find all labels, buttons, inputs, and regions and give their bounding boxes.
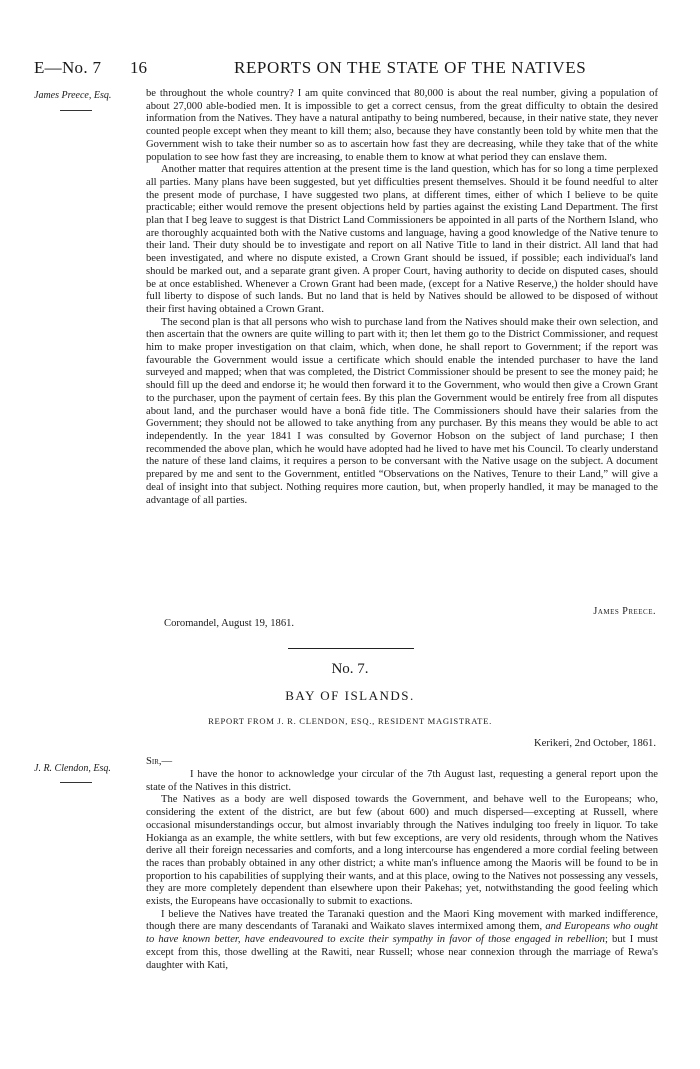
paragraph: be throughout the whole country? I am quite convinced that 80,000 is about the real number, giving a population of about 27,000 able-bodied men. It is impossible to get a correct census, from the great difficulty to obtain the desired information from the Natives. They have a natural antipathy to being numbered, because, in their native state, they never counted people except when they meant to kill them; also, because they have constantly been told by white men that the Government wish to take their number so as to ascertain how fast they are decreasing, while they take that of the white population to see how fast they are increasing, to enable them to know at what period they can enslave them.: [146, 88, 658, 163]
margin-rule: [60, 782, 92, 783]
paragraph: [146, 909, 658, 973]
dateline-preece: Coromandel, August 19, 1861.: [164, 618, 295, 629]
running-title: REPORTS ON THE STATE OF THE NATIVES: [234, 58, 587, 77]
page-number: 16: [130, 58, 147, 77]
paragraph: The Natives as a body are well disposed towards the Government, and behave well to the Europeans; who, considering the extent of the district, are but few (about 600) and much dispersed—excepting at Russell, where occasional misunderstandings occur, but almost invariably through the Natives indulging too freely in liquor. To take Hokianga as an example, the white settlers, with but few exceptions, are very old residents, through whom the Natives derive all their foreign necessaries and comforts, and a long intercourse has engendered a more cordial feeling between the races than probably obtained in any other district; a white man's influence among the Maoris will be found to be in proportion to his capabilities of supplying their wants, and at this place, owing to the Natives not possessing any vessels, they are more completely dependent than elsewhere upon their Pakehas; yet, notwithstanding the good feeling which exists, the Europeans have occasionally to submit to exactions.: [146, 794, 658, 908]
salutation: Sir,—: [146, 756, 173, 767]
margin-note-preece: James Preece, Esq.: [34, 90, 112, 101]
margin-note-clendon: J. R. Clendon, Esq.: [34, 763, 111, 774]
section-separator: [288, 648, 414, 649]
report-heading: REPORT FROM J. R. CLENDON, ESQ., RESIDENT MAGISTRATE.: [208, 716, 492, 726]
signature-preece: James Preece.: [593, 606, 656, 617]
paragraph: Another matter that requires attention at the present time is the land question, which has for so long a time perplexed all parties. Many plans have been suggested, but yet difficulties present themselves. Should it be found needful to alter the present mode of purchase, I have suggested two plans, at different times, either of which I believe to be quite practicable; either would remove the present objections held by parties against the existing Land Department. The first plan that I beg leave to suggest is that District Land Commissioners be appointed in all parts of the Northern Island, who are thoroughly acquainted both with the Native customs and language, having a good knowledge of the Native tenure to their land. Their duty should be to investigate and report on all Native Title to land in their district. All land that had been investigated, and where no dispute existed, a Crown Grant should be issued, if possible; each individual's land should be marked out, and a separate grant given. A proper Court, having authority to decide on disputed cases, should be at once established. Whenever a Crown Grant had been made, (except for a Native Reserve,) the holder should have full liberty to dispose of such lands. But no land that is held by Natives should be allowed to be disposed of without their first having obtained a Crown Grant.: [146, 164, 658, 315]
paragraph-text: ; but I must except from this, those dwelling at the Rawiti, near Russell; whose near connexion through the marriage of Rewa's daughter with Kati,: [146, 934, 658, 971]
preece-letter-body: [146, 88, 658, 507]
paragraph-text: I believe the Natives have treated the Taranaki question and the Maori King movement with marked indifference, though there are many descendants of Taranaki and Waikato slaves intermixed among them,: [146, 908, 658, 933]
paragraph: I have the honor to acknowledge your circular of the 7th August last, requesting a general report upon the state of the Natives in this district.: [146, 769, 658, 793]
paragraph: The second plan is that all persons who wish to purchase land from the Natives should make their own selection, and then ascertain that the owners are quite willing to part with it; then let them go to the District Commissioner, and request him to make proper investigation on that claim, which, when done, he shall report to Government; if the report was favourable the Government would issue a certificate which should enable the intended purchaser to have the land surveyed and mapped; when that was completed, the District Commissioner should be present to see the money paid; he should fill up the deed and endorse it; he would then forward it to the Government, who would then give a Crown Grant to the purchaser, upon the payment of certain fees. By this plan the Government would be entirely free from all disputes about land, and the purchaser would have a bonâ fide title. The Commissioners should have their salaries from the Government; they should not be allowed to take anything from any purchaser. By this means they would be able to act independently. In the year 1841 I was consulted by Governor Hobson on the subject of land purchase; I then recommended the above plan, which he would have adopted had he lived to have met his Council. To clearly understand the nature of these land claims, it requires a person to be conversant with the Native usage on the subject. A document prepared by me and sent to the Government, entitled “Observations on the Natives, Tenure to their Land,” will give a deal of insight into that subject. Nothing requires more caution, but, when properly handled, it may be managed to the advantage of all parties.: [146, 316, 658, 506]
margin-rule: [60, 110, 92, 111]
document-reference: E—No. 7: [34, 58, 102, 77]
clendon-letter-body: [146, 769, 658, 972]
italic-passage: and Europeans who ought to have known better, have endeavoured to excite their sympathy in favor of those engaged in rebellion: [146, 921, 658, 946]
section-title: BAY OF ISLANDS.: [285, 688, 415, 703]
running-head: [34, 58, 674, 84]
place-date: Kerikeri, 2nd October, 1861.: [534, 738, 656, 749]
section-number: No. 7.: [331, 661, 369, 677]
